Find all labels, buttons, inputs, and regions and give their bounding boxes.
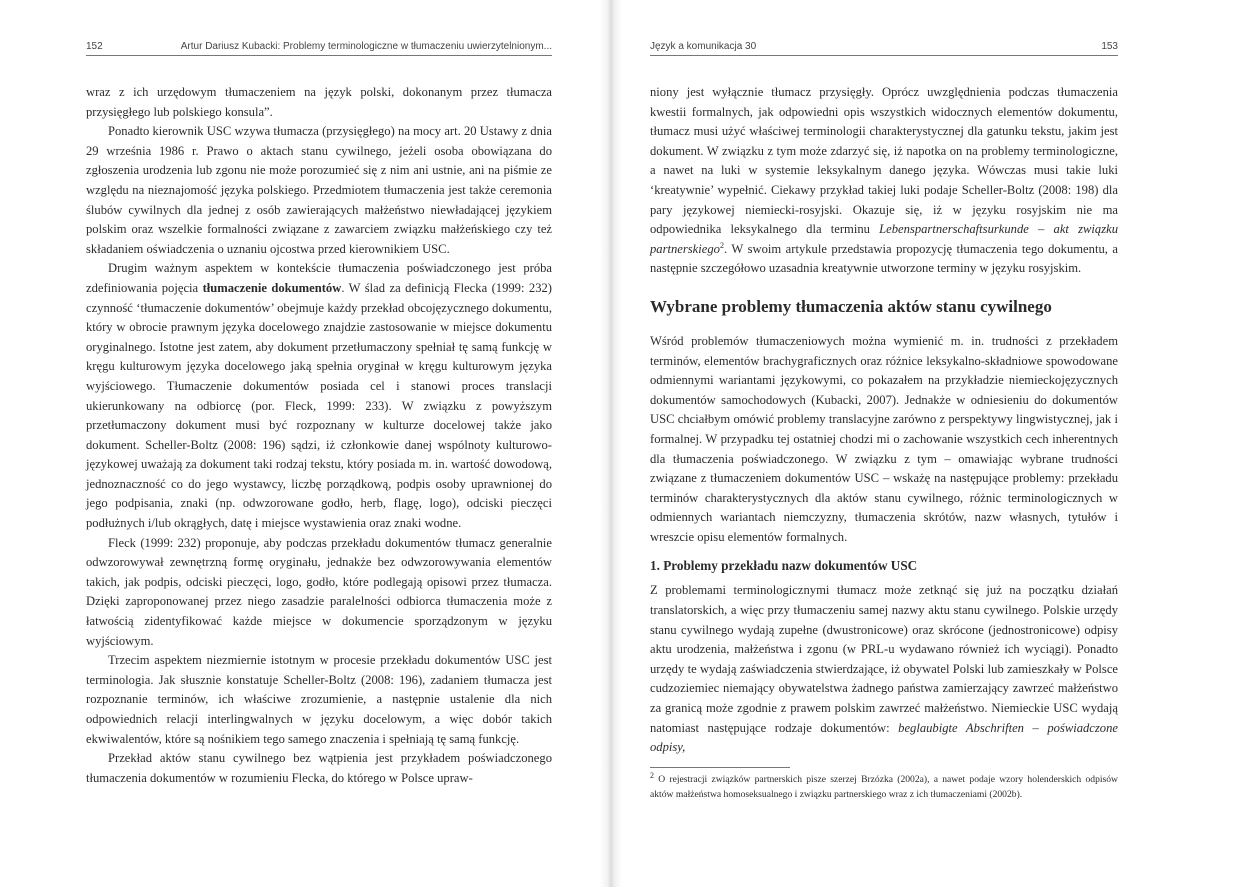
footnote — [650, 772, 1118, 802]
paragraph-text: Drugim ważnym aspektem w kontekście tłumaczenia poświadczonego jest próba zdefiniowania pojęcia — [86, 261, 552, 295]
footnote-ref: 2 — [719, 240, 724, 250]
paragraph-text: . W swoim artykule przedstawia propozycję tłumaczenia tego dokumentu, a następnie szczegółowo uzasadnia kreatywnie utworzone terminy w języku rosyjskim. — [650, 241, 1118, 276]
footnote-rule — [650, 767, 790, 768]
paragraph — [650, 581, 1118, 757]
paragraph-text: niony jest wyłącznie tłumacz przysięgły. Oprócz uwzględnienia podczas tłumaczenia kwestii formalnych, jak odpowiedni opis wszystkich widocznych elementów dokumentu, tłumacz musi użyć właściwej terminologii charakterystycznej dla gatunku tekstu, jakim jest dokument. W związku z tym może zdarzyć się, iż napotka on na problemy terminologiczne, a nawet na luki w systemie leksykalnym danego języka. Wówczas musi takie luki ‘kreatywnie’ wypełnić. Ciekawy przykład takiej luki podaje Scheller-Boltz (2008: 198) dla pary językowej niemiecki-rosyjski. Okazuje się, iż w języku rosyjskim nie ma odpowiednika leksykalnego dla terminu — [650, 85, 1118, 237]
running-head-left — [86, 41, 552, 56]
paragraph — [650, 83, 1118, 279]
paragraph: wraz z ich urzędowym tłumaczeniem na język polski, dokonanym przez tłumacza przysięgłego lub polskiego konsula”. — [86, 85, 552, 119]
paragraph-text: . W ślad za definicją Flecka (1999: 232) czynność ‘tłumaczenie dokumentów’ obejmuje każdy przekład obcojęzycznego dokumentu, który w obrocie prawnym języka docelowego znajdzie zastosowanie w miejsce dokumentu oryginalnego. Istotne jest zatem, aby dokument przetłumaczony spełniał tę samą funkcję w kręgu kulturowym języka docelowego jaką spełnia oryginał w kręgu kulturowym języka wyjściowego. Tłumaczenie dokumentów posiada cel i stanowi proces translacji ukierunkowany na odbiorcę (por. Fleck, 1999: 233). W związku z powyższym przetłumaczony dokument musi być rozpoznany w kulturze docelowej także jako dokument. Scheller-Boltz (2008: 196) sądzi, iż członkowie danej wspólnoty kulturowo-językowej uważają za dokument taki rodzaj tekstu, który posiada m. in. wartość dowodową, jednoznaczność co do jego wystawcy, liczbę porządkową, podpis osoby uprawnionej do jego podpisania, znaki (np. odwzorowane godło, herb, flagę, logo), odciski pieczęci podłużnych i/lub okrągłych, datę i miejsce wystawienia oraz znaki wodne. — [86, 280, 552, 531]
italic-term: Lebenspartnerschaftsurkunde – akt związku partnerskiego — [650, 222, 1118, 256]
running-head-title-right: Język a komunikacja 30 — [650, 41, 757, 52]
footnote-number: 2 — [650, 770, 654, 780]
left-page — [86, 0, 552, 887]
paragraph: Przekład aktów stanu cywilnego bez wątpienia jest przykładem poświadczonego tłumaczenia dokumentów w rozumieniu Flecka, do którego w Polsce upraw- — [86, 751, 552, 785]
paragraph-text: Z problemami terminologicznymi tłumacz może zetknąć się już na początku działań translatorskich, a więc przy tłumaczeniu samej nazwy aktu stanu cywilnego. Polskie urzędy stanu cywilnego wydają zupełne (dwustronicowe) oraz skrócone (jednostronicowe) odpisy aktu urodzenia, małżeństwa i zgonu (w PRL-u wydawano również ich wyciągi). Ponadto urzędy te wydają zaświadczenia stwierdzające, iż obywatel Polski lub zamieszkały w Polsce cudzoziemiec niemający obywatelstwa żadnego państwa zamierzający zawrzeć małżeństwo za granicą może zgodnie z prawem polskim zawrzeć małżeństwo. Niemieckie USC wydają natomiast następujące rodzaje dokumentów: — [650, 583, 1118, 735]
page-number-left: 152 — [86, 41, 103, 52]
running-head-right — [650, 41, 1118, 56]
paragraph: Ponadto kierownik USC wzywa tłumacza (przysięgłego) na mocy art. 20 Ustawy z dnia 29 września 1986 r. Prawo o aktach stanu cywilnego, jeżeli osoba obowiązana do zgłoszenia urodzenia lub zgonu nie może porozumieć się z nim ani ustnie, ani na piśmie ze względu na nieznajomość języka polskiego. Przedmiotem tłumaczenia jest także ceremonia ślubów cywilnych dla jednej z osób zawierających małżeństwo niewładającej językiem polskim oraz wszelkie formalności związane z zawarciem związku małżeńskiego czy też składaniem oświadczenia o uznaniu ojcostwa przed kierownikiem USC. — [86, 124, 552, 256]
footnote-text: O rejestracji związków partnerskich pisze szerzej Brzózka (2002a), a nawet podaje wzory holenderskich odpisów aktów małżeństwa homoseksualnego i związku partnerskiego wraz z ich tłumaczeniami (2002b). — [650, 773, 1118, 800]
right-body-text — [650, 83, 1118, 802]
right-page — [650, 0, 1118, 887]
paragraph: Wśród problemów tłumaczeniowych można wymienić m. in. trudności z przekładem terminów, elementów brachygraficznych oraz różnice leksykalno-składniowe spowodowane odmiennymi wariantami językowymi, co pokazałem na przykładzie niemieckojęzycznych dokumentów samochodowych (Kubacki, 2007). Jednakże w odniesieniu do dokumentów USC chciałbym omówić problemy translacyjne zarówno z perspektywy lingwistycznej, jak i formalnej. W przypadku tej ostatniej chodzi mi o zachowanie wszystkich cech inherentnych dla tłumaczenia poświadczonego. W związku z tym – omawiając wybrane trudności związane z tłumaczeniem dokumentów USC – wskażę na następujące problemy: przekładu terminów charakterystycznych dla aktów stanu cywilnego, różnic terminologicznych w odmiennych wariantach niemczyzny, tłumaczenia skrótów, nazw własnych, tytułów i wreszcie opisu elementów formalnych. — [650, 333, 1118, 544]
bold-term: tłumaczenie dokumentów — [202, 280, 342, 295]
book-gutter — [600, 0, 622, 887]
left-body-text — [86, 83, 552, 788]
page-number-right: 153 — [1101, 41, 1118, 52]
italic-term: beglaubigte Abschriften – poświadczone odpisy, — [650, 720, 1118, 755]
paragraph — [86, 259, 552, 533]
section-heading: Wybrane problemy tłumaczenia aktów stanu cywilnego — [650, 296, 1052, 316]
running-head-title-left: Artur Dariusz Kubacki: Problemy terminologiczne w tłumaczeniu uwierzytelnionym... — [180, 41, 552, 52]
paragraph: Trzecim aspektem niezmiernie istotnym w procesie przekładu dokumentów USC jest terminologia. Jak słusznie konstatuje Scheller-Boltz (2008: 196), zadaniem tłumacza jest rozpoznanie terminów, ich właściwe zrozumienie, a następnie ustalenie dla nich odpowiednich relacji interlingwalnych w języku docelowym, a więc dobór takich ekwiwalentów, które są nośnikiem tego samego znaczenia i spełniają tę samą funkcję. — [86, 653, 552, 746]
subsection-heading: 1. Problemy przekładu nazw dokumentów USC — [650, 558, 918, 574]
paragraph: Fleck (1999: 232) proponuje, aby podczas przekładu dokumentów tłumacz generalnie odwzorowywał zewnętrzną formę oryginału, jednakże bez odwzorowywania elementów takich, jak podpis, odciski pieczęci, logo, godło, które podlegają opisowi przez tłumacza. Dzięki zaproponowanej przez niego zasadzie paralelności odbiorca tłumaczenia może z łatwością zidentyfikować każde miejsce w dokumencie sporządzonym w języku wyjściowym. — [86, 535, 552, 648]
